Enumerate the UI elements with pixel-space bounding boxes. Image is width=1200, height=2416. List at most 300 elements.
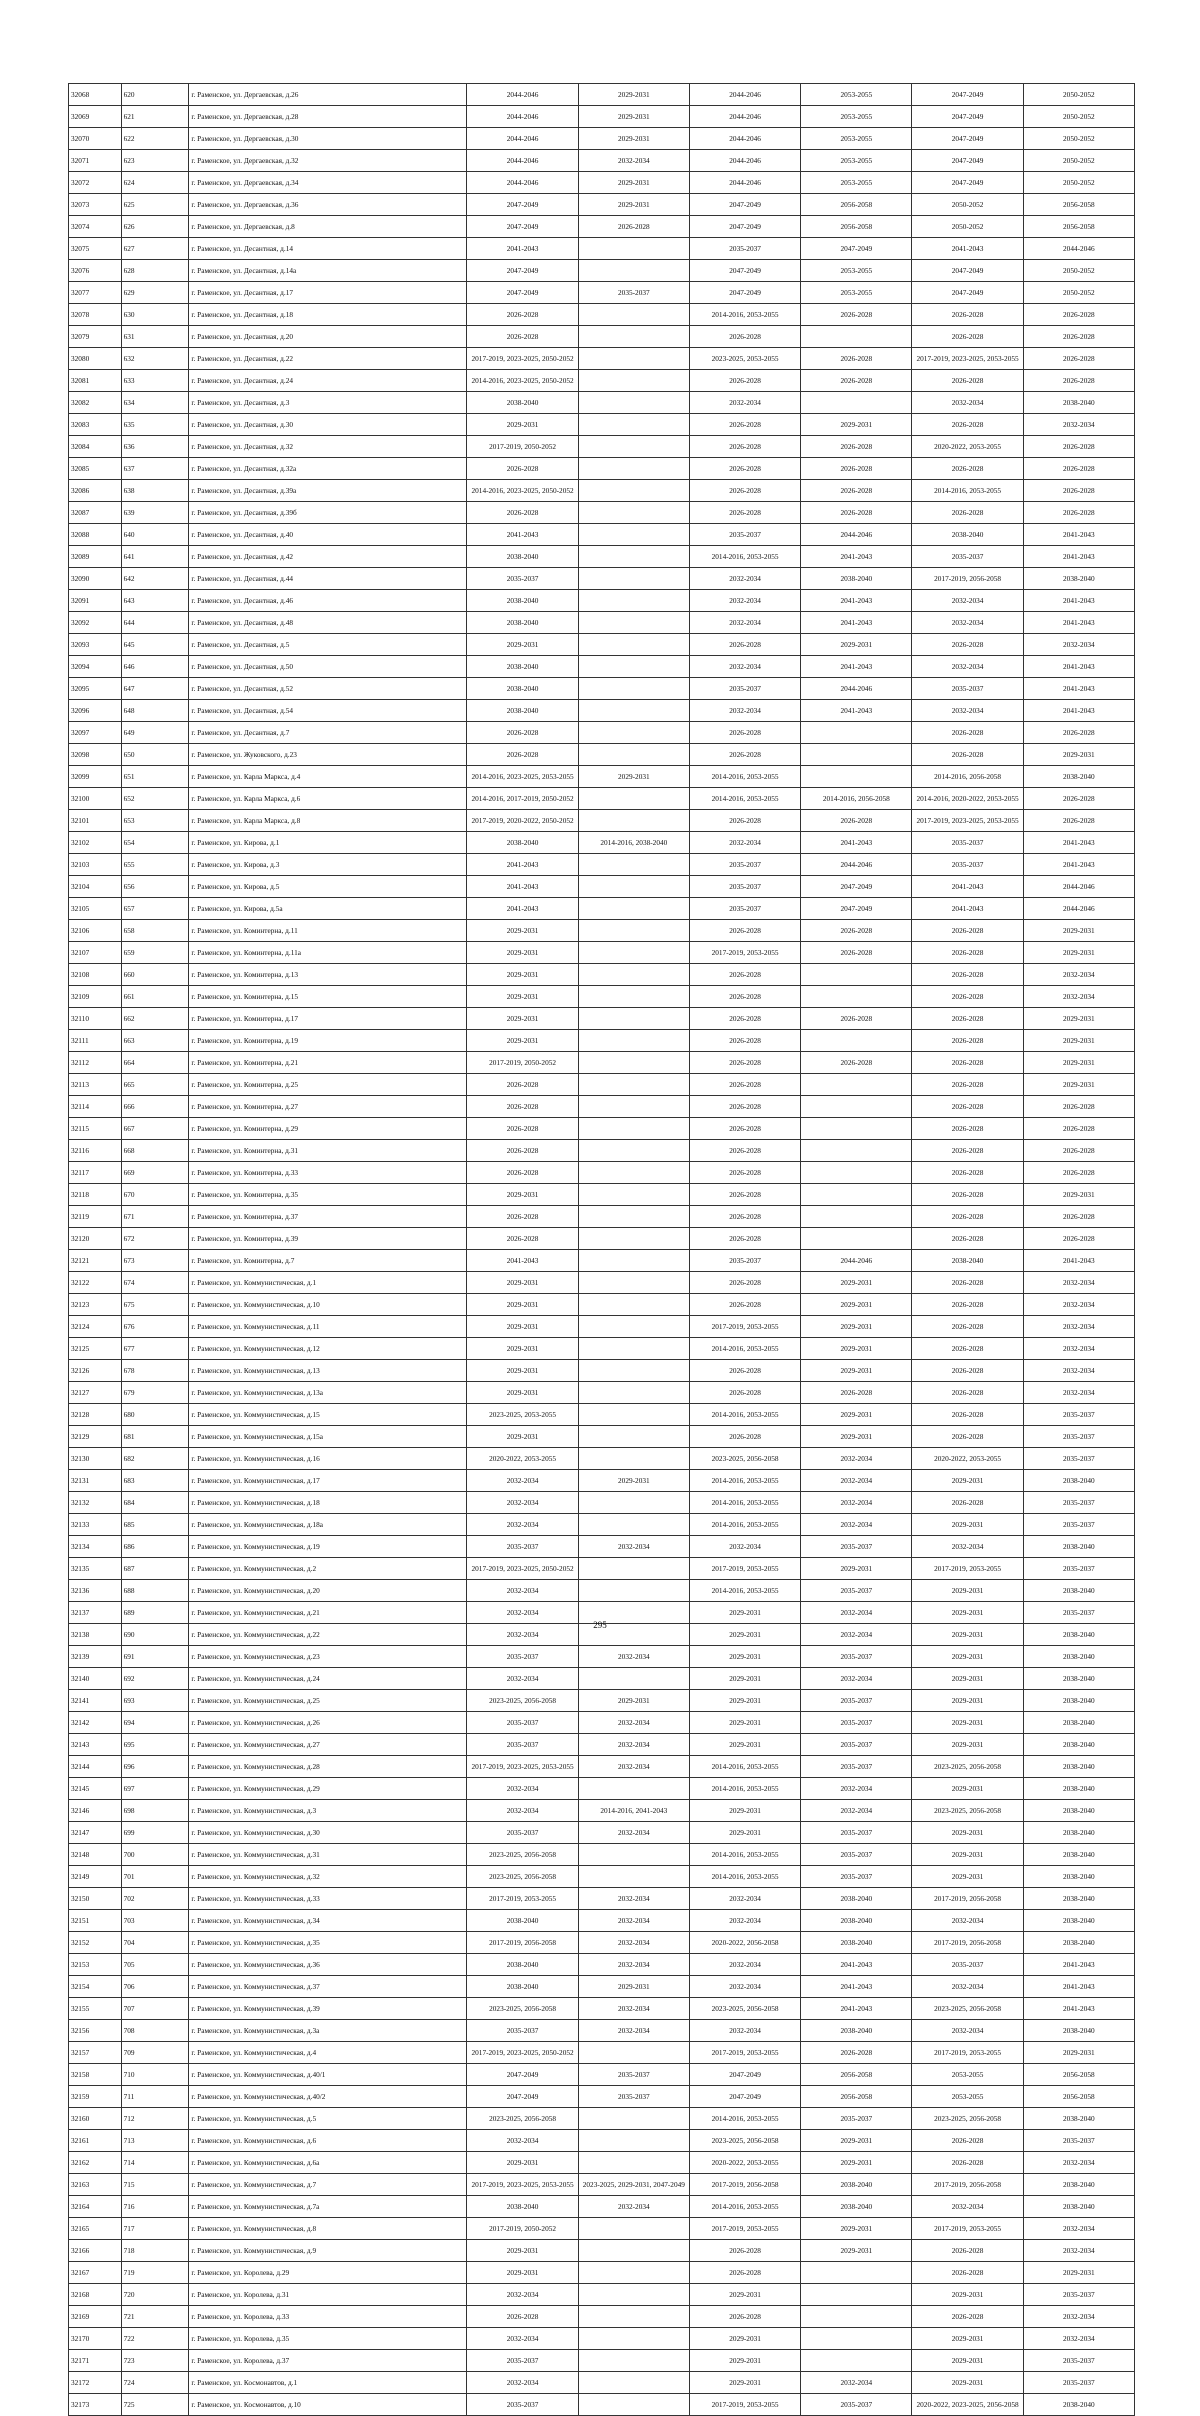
number-cell: 633 [121,370,189,392]
record-id-cell: 32072 [69,172,122,194]
period-1-cell: 2035-2037 [467,1646,578,1668]
number-cell: 701 [121,1866,189,1888]
period-1-cell: 2026-2028 [467,304,578,326]
period-1-cell: 2026-2028 [467,1096,578,1118]
period-4-cell: 2053-2055 [801,84,912,106]
number-cell: 667 [121,1118,189,1140]
period-5-cell: 2026-2028 [912,1184,1023,1206]
number-cell: 695 [121,1734,189,1756]
period-4-cell: 2041-2043 [801,1998,912,2020]
period-4-cell: 2035-2037 [801,1756,912,1778]
period-1-cell: 2026-2028 [467,722,578,744]
period-5-cell: 2029-2031 [912,1668,1023,1690]
table-row [69,150,1135,172]
period-2-cell [578,656,689,678]
period-3-cell: 2017-2019, 2053-2055 [689,2394,800,2416]
period-2-cell [578,2042,689,2064]
period-2-cell [578,2152,689,2174]
record-id-cell: 32143 [69,1734,122,1756]
period-5-cell: 2032-2034 [912,1910,1023,1932]
period-5-cell: 2026-2028 [912,964,1023,986]
period-1-cell: 2041-2043 [467,876,578,898]
period-2-cell: 2029-2031 [578,106,689,128]
period-2-cell [578,1448,689,1470]
record-id-cell: 32110 [69,1008,122,1030]
period-3-cell: 2032-2034 [689,1536,800,1558]
record-id-cell: 32162 [69,2152,122,2174]
period-6-cell: 2056-2058 [1023,2086,1134,2108]
table-row [69,854,1135,876]
period-3-cell: 2014-2016, 2053-2055 [689,1756,800,1778]
period-1-cell: 2038-2040 [467,700,578,722]
period-5-cell: 2041-2043 [912,876,1023,898]
record-id-cell: 32126 [69,1360,122,1382]
period-4-cell: 2029-2031 [801,2130,912,2152]
period-6-cell: 2029-2031 [1023,1030,1134,1052]
address-cell: г. Раменское, ул. Коминтерна, д.33 [189,1162,467,1184]
table-row [69,1294,1135,1316]
number-cell: 704 [121,1932,189,1954]
period-4-cell [801,1118,912,1140]
period-1-cell: 2023-2025, 2056-2058 [467,1866,578,1888]
address-cell: г. Раменское, ул. Королева, д.29 [189,2262,467,2284]
period-2-cell [578,1052,689,1074]
period-4-cell: 2029-2031 [801,1338,912,1360]
period-3-cell: 2035-2037 [689,678,800,700]
table-row [69,1360,1135,1382]
period-5-cell: 2035-2037 [912,678,1023,700]
table-row [69,1492,1135,1514]
period-3-cell: 2014-2016, 2053-2055 [689,766,800,788]
period-2-cell [578,304,689,326]
period-3-cell: 2026-2028 [689,436,800,458]
period-1-cell: 2035-2037 [467,2350,578,2372]
address-cell: г. Раменское, ул. Десантная, д.42 [189,546,467,568]
period-2-cell: 2029-2031 [578,128,689,150]
period-2-cell: 2032-2034 [578,1712,689,1734]
address-cell: г. Раменское, ул. Коммунистическая, д.2 [189,1558,467,1580]
period-3-cell: 2047-2049 [689,260,800,282]
record-id-cell: 32141 [69,1690,122,1712]
table-row [69,1690,1135,1712]
period-3-cell: 2047-2049 [689,216,800,238]
table-row [69,84,1135,106]
number-cell: 707 [121,1998,189,2020]
number-cell: 722 [121,2328,189,2350]
table-row [69,1910,1135,1932]
period-5-cell: 2026-2028 [912,1162,1023,1184]
period-2-cell [578,1580,689,1602]
period-4-cell: 2053-2055 [801,260,912,282]
period-5-cell: 2038-2040 [912,1250,1023,1272]
table-row [69,1184,1135,1206]
period-2-cell [578,1184,689,1206]
period-5-cell: 2026-2028 [912,370,1023,392]
address-cell: г. Раменское, ул. Коммунистическая, д.12 [189,1338,467,1360]
period-2-cell: 2032-2034 [578,2196,689,2218]
address-cell: г. Раменское, ул. Десантная, д.5 [189,634,467,656]
period-1-cell: 2038-2040 [467,1910,578,1932]
address-cell: г. Раменское, ул. Кирова, д.3 [189,854,467,876]
period-1-cell: 2032-2034 [467,1492,578,1514]
address-cell: г. Раменское, ул. Десантная, д.54 [189,700,467,722]
period-6-cell: 2035-2037 [1023,2350,1134,2372]
period-3-cell: 2026-2028 [689,2306,800,2328]
record-id-cell: 32099 [69,766,122,788]
record-id-cell: 32137 [69,1602,122,1624]
table-row [69,2064,1135,2086]
period-2-cell [578,1074,689,1096]
number-cell: 683 [121,1470,189,1492]
period-5-cell: 2026-2028 [912,414,1023,436]
number-cell: 622 [121,128,189,150]
table-row [69,634,1135,656]
table-row [69,326,1135,348]
period-4-cell: 2026-2028 [801,942,912,964]
record-id-cell: 32154 [69,1976,122,1998]
number-cell: 697 [121,1778,189,1800]
period-3-cell: 2029-2031 [689,1602,800,1624]
record-id-cell: 32092 [69,612,122,634]
address-cell: г. Раменское, ул. Дергаевская, д.8 [189,216,467,238]
period-5-cell: 2017-2019, 2053-2055 [912,1558,1023,1580]
period-6-cell: 2038-2040 [1023,1910,1134,1932]
period-6-cell: 2056-2058 [1023,216,1134,238]
period-3-cell: 2029-2031 [689,2284,800,2306]
period-6-cell: 2041-2043 [1023,590,1134,612]
period-6-cell: 2035-2037 [1023,2284,1134,2306]
address-cell: г. Раменское, ул. Коммунистическая, д.13 [189,1360,467,1382]
table-row [69,1448,1135,1470]
record-id-cell: 32139 [69,1646,122,1668]
period-4-cell: 2029-2031 [801,1316,912,1338]
address-cell: г. Раменское, ул. Коммунистическая, д.10 [189,1294,467,1316]
record-id-cell: 32122 [69,1272,122,1294]
address-cell: г. Раменское, ул. Коммунистическая, д.35 [189,1932,467,1954]
period-2-cell [578,788,689,810]
period-3-cell: 2032-2034 [689,700,800,722]
period-5-cell: 2020-2022, 2053-2055 [912,1448,1023,1470]
period-6-cell: 2029-2031 [1023,2042,1134,2064]
number-cell: 682 [121,1448,189,1470]
record-id-cell: 32069 [69,106,122,128]
table-row [69,876,1135,898]
number-cell: 648 [121,700,189,722]
period-5-cell: 2026-2028 [912,1272,1023,1294]
number-cell: 621 [121,106,189,128]
period-3-cell: 2026-2028 [689,1360,800,1382]
address-cell: г. Раменское, ул. Карла Маркса, д.8 [189,810,467,832]
period-6-cell: 2032-2034 [1023,1316,1134,1338]
period-6-cell: 2032-2034 [1023,2328,1134,2350]
period-4-cell: 2026-2028 [801,920,912,942]
address-cell: г. Раменское, ул. Десантная, д.48 [189,612,467,634]
period-5-cell: 2017-2019, 2056-2058 [912,1932,1023,1954]
number-cell: 659 [121,942,189,964]
address-cell: г. Раменское, ул. Коммунистическая, д.30 [189,1822,467,1844]
period-5-cell: 2026-2028 [912,1360,1023,1382]
period-5-cell: 2035-2037 [912,546,1023,568]
period-3-cell: 2023-2025, 2056-2058 [689,2130,800,2152]
address-cell: г. Раменское, ул. Десантная, д.20 [189,326,467,348]
address-cell: г. Раменское, ул. Коммунистическая, д.19 [189,1536,467,1558]
table-row [69,480,1135,502]
number-cell: 721 [121,2306,189,2328]
period-4-cell: 2035-2037 [801,2394,912,2416]
period-5-cell: 2047-2049 [912,84,1023,106]
address-cell: г. Раменское, ул. Коминтерна, д.13 [189,964,467,986]
period-4-cell [801,2262,912,2284]
period-1-cell: 2020-2022, 2053-2055 [467,1448,578,1470]
period-6-cell: 2035-2037 [1023,1426,1134,1448]
address-cell: г. Раменское, ул. Королева, д.31 [189,2284,467,2306]
period-1-cell: 2038-2040 [467,1954,578,1976]
period-4-cell: 2041-2043 [801,590,912,612]
period-3-cell: 2017-2019, 2053-2055 [689,1316,800,1338]
period-2-cell [578,1866,689,1888]
record-id-cell: 32081 [69,370,122,392]
table-row [69,436,1135,458]
period-4-cell: 2041-2043 [801,546,912,568]
period-6-cell: 2056-2058 [1023,194,1134,216]
period-4-cell [801,1074,912,1096]
period-5-cell: 2047-2049 [912,150,1023,172]
number-cell: 656 [121,876,189,898]
table-row [69,1030,1135,1052]
period-6-cell: 2035-2037 [1023,1558,1134,1580]
period-1-cell: 2032-2034 [467,2284,578,2306]
period-6-cell: 2032-2034 [1023,414,1134,436]
number-cell: 717 [121,2218,189,2240]
number-cell: 708 [121,2020,189,2042]
table-row [69,260,1135,282]
period-4-cell: 2029-2031 [801,1294,912,1316]
period-6-cell: 2038-2040 [1023,2174,1134,2196]
period-3-cell: 2026-2028 [689,1228,800,1250]
period-5-cell: 2026-2028 [912,1008,1023,1030]
number-cell: 627 [121,238,189,260]
period-2-cell: 2014-2016, 2038-2040 [578,832,689,854]
number-cell: 714 [121,2152,189,2174]
table-row [69,1800,1135,1822]
period-3-cell: 2035-2037 [689,876,800,898]
period-6-cell: 2041-2043 [1023,546,1134,568]
period-6-cell: 2044-2046 [1023,876,1134,898]
period-6-cell: 2041-2043 [1023,1976,1134,1998]
table-row [69,2130,1135,2152]
address-cell: г. Раменское, ул. Дергаевская, д.34 [189,172,467,194]
number-cell: 692 [121,1668,189,1690]
period-6-cell: 2038-2040 [1023,1822,1134,1844]
period-4-cell [801,2306,912,2328]
record-id-cell: 32133 [69,1514,122,1536]
period-1-cell: 2029-2031 [467,2240,578,2262]
period-5-cell: 2032-2034 [912,590,1023,612]
period-1-cell: 2029-2031 [467,1008,578,1030]
period-6-cell: 2056-2058 [1023,2064,1134,2086]
address-cell: г. Раменское, ул. Карла Маркса, д.4 [189,766,467,788]
table-row [69,2328,1135,2350]
period-3-cell: 2029-2031 [689,1624,800,1646]
address-cell: г. Раменское, ул. Коминтерна, д.37 [189,1206,467,1228]
record-id-cell: 32171 [69,2350,122,2372]
address-cell: г. Раменское, ул. Десантная, д.39б [189,502,467,524]
period-1-cell: 2014-2016, 2017-2019, 2050-2052 [467,788,578,810]
record-id-cell: 32135 [69,1558,122,1580]
period-1-cell: 2044-2046 [467,150,578,172]
period-2-cell [578,2394,689,2416]
record-id-cell: 32149 [69,1866,122,1888]
period-1-cell: 2044-2046 [467,84,578,106]
table-row [69,238,1135,260]
period-6-cell: 2041-2043 [1023,700,1134,722]
period-5-cell: 2026-2028 [912,326,1023,348]
period-3-cell: 2047-2049 [689,2064,800,2086]
period-5-cell: 2029-2031 [912,1712,1023,1734]
period-4-cell: 2038-2040 [801,1888,912,1910]
address-cell: г. Раменское, ул. Коммунистическая, д.17 [189,1470,467,1492]
address-cell: г. Раменское, ул. Коммунистическая, д.11 [189,1316,467,1338]
period-2-cell: 2032-2034 [578,1822,689,1844]
period-2-cell [578,854,689,876]
period-1-cell: 2029-2031 [467,2262,578,2284]
period-5-cell: 2017-2019, 2056-2058 [912,1888,1023,1910]
period-5-cell: 2026-2028 [912,1052,1023,1074]
period-2-cell [578,458,689,480]
number-cell: 630 [121,304,189,326]
period-4-cell: 2035-2037 [801,1866,912,1888]
period-1-cell: 2017-2019, 2023-2025, 2050-2052 [467,2042,578,2064]
period-4-cell: 2032-2034 [801,1800,912,1822]
period-4-cell: 2029-2031 [801,2240,912,2262]
number-cell: 625 [121,194,189,216]
period-3-cell: 2014-2016, 2053-2055 [689,788,800,810]
period-1-cell: 2014-2016, 2023-2025, 2053-2055 [467,766,578,788]
period-5-cell: 2026-2028 [912,722,1023,744]
record-id-cell: 32163 [69,2174,122,2196]
period-1-cell: 2029-2031 [467,942,578,964]
period-4-cell: 2032-2034 [801,1668,912,1690]
period-2-cell: 2035-2037 [578,2064,689,2086]
period-5-cell: 2026-2028 [912,1294,1023,1316]
table-row [69,370,1135,392]
address-cell: г. Раменское, ул. Коммунистическая, д.1 [189,1272,467,1294]
period-2-cell [578,1404,689,1426]
number-cell: 690 [121,1624,189,1646]
period-5-cell: 2014-2016, 2056-2058 [912,766,1023,788]
table-row [69,2240,1135,2262]
number-cell: 693 [121,1690,189,1712]
address-cell: г. Раменское, ул. Кирова, д.1 [189,832,467,854]
table-row [69,1998,1135,2020]
address-cell: г. Раменское, ул. Коммунистическая, д.6 [189,2130,467,2152]
period-5-cell: 2029-2031 [912,1822,1023,1844]
address-cell: г. Раменское, ул. Коминтерна, д.39 [189,1228,467,1250]
period-6-cell: 2041-2043 [1023,656,1134,678]
period-1-cell: 2017-2019, 2056-2058 [467,1932,578,1954]
period-5-cell: 2029-2031 [912,2350,1023,2372]
number-cell: 634 [121,392,189,414]
period-4-cell: 2041-2043 [801,656,912,678]
record-id-cell: 32136 [69,1580,122,1602]
period-4-cell: 2032-2034 [801,2372,912,2394]
address-cell: г. Раменское, ул. Десантная, д.17 [189,282,467,304]
record-id-cell: 32142 [69,1712,122,1734]
number-cell: 713 [121,2130,189,2152]
period-1-cell: 2026-2028 [467,744,578,766]
number-cell: 711 [121,2086,189,2108]
number-cell: 718 [121,2240,189,2262]
number-cell: 706 [121,1976,189,1998]
period-5-cell: 2035-2037 [912,1954,1023,1976]
table-row [69,1888,1135,1910]
period-3-cell: 2026-2028 [689,1008,800,1030]
period-3-cell: 2026-2028 [689,810,800,832]
period-6-cell: 2041-2043 [1023,854,1134,876]
period-4-cell: 2044-2046 [801,678,912,700]
number-cell: 685 [121,1514,189,1536]
period-4-cell: 2035-2037 [801,1646,912,1668]
record-id-cell: 32117 [69,1162,122,1184]
address-cell: г. Раменское, ул. Коммунистическая, д.33 [189,1888,467,1910]
record-id-cell: 32071 [69,150,122,172]
number-cell: 705 [121,1954,189,1976]
period-2-cell [578,1272,689,1294]
number-cell: 652 [121,788,189,810]
number-cell: 631 [121,326,189,348]
period-3-cell: 2026-2028 [689,1052,800,1074]
period-1-cell: 2023-2025, 2056-2058 [467,2108,578,2130]
record-id-cell: 32077 [69,282,122,304]
period-3-cell: 2026-2028 [689,1272,800,1294]
period-2-cell [578,392,689,414]
period-4-cell: 2047-2049 [801,238,912,260]
period-3-cell: 2026-2028 [689,1184,800,1206]
table-row [69,2218,1135,2240]
address-cell: г. Раменское, ул. Коминтерна, д.15 [189,986,467,1008]
period-1-cell: 2047-2049 [467,194,578,216]
period-3-cell: 2029-2031 [689,2328,800,2350]
period-5-cell: 2014-2016, 2020-2022, 2053-2055 [912,788,1023,810]
period-3-cell: 2014-2016, 2053-2055 [689,1492,800,1514]
table-row [69,898,1135,920]
period-6-cell: 2026-2028 [1023,1228,1134,1250]
table-row [69,128,1135,150]
period-6-cell: 2038-2040 [1023,1778,1134,1800]
period-5-cell: 2026-2028 [912,502,1023,524]
table-row [69,986,1135,1008]
period-6-cell: 2032-2034 [1023,1382,1134,1404]
address-cell: г. Раменское, ул. Дергаевская, д.32 [189,150,467,172]
period-4-cell: 2056-2058 [801,194,912,216]
period-1-cell: 2017-2019, 2050-2052 [467,1052,578,1074]
number-cell: 712 [121,2108,189,2130]
period-6-cell: 2032-2034 [1023,1272,1134,1294]
period-5-cell: 2029-2031 [912,1470,1023,1492]
period-6-cell: 2038-2040 [1023,1844,1134,1866]
period-3-cell: 2014-2016, 2053-2055 [689,2196,800,2218]
period-5-cell: 2047-2049 [912,260,1023,282]
period-4-cell: 2026-2028 [801,436,912,458]
table-row [69,1580,1135,1602]
period-2-cell [578,590,689,612]
record-id-cell: 32116 [69,1140,122,1162]
number-cell: 677 [121,1338,189,1360]
period-6-cell: 2032-2034 [1023,1338,1134,1360]
address-cell: г. Раменское, ул. Десантная, д.46 [189,590,467,612]
period-5-cell: 2026-2028 [912,458,1023,480]
table-row [69,942,1135,964]
